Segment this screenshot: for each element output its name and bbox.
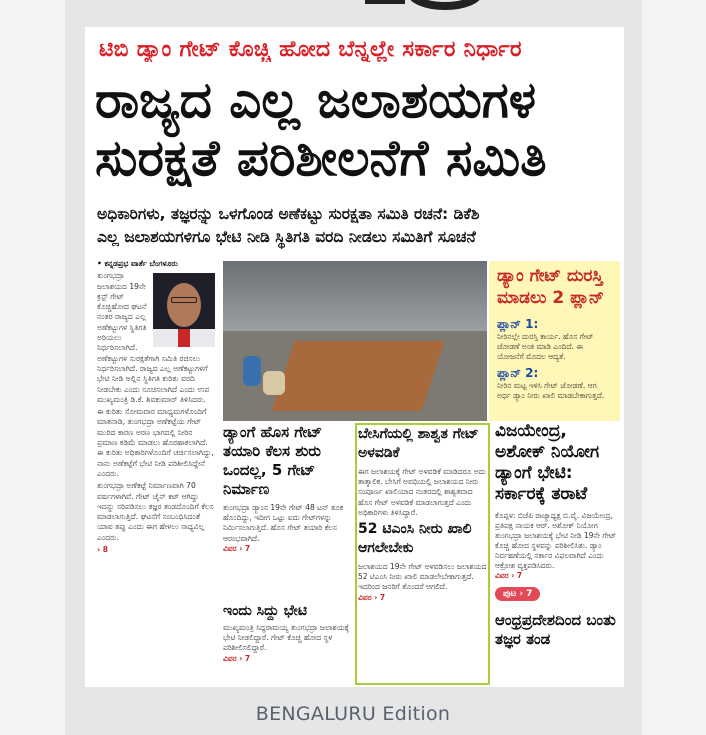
masthead-fragment: [365, 0, 525, 10]
water-drain-ref: ವಿವರ › 7: [358, 592, 386, 602]
headline-line-2: ಸುರಕ್ಷತೆ ಪರಿಶೀಲನೆಗೆ ಸಮಿತಿ: [95, 129, 547, 187]
lead-story-column: [97, 259, 215, 683]
repair-plan-sidebar: [489, 261, 620, 421]
new-gate-text: ತುಂಗಭದ್ರಾ ಡ್ಯಾಂನ 19ನೇ ಗೇಟ್ 48 ಟನ್ ತೂಕ ಹೊಂದಿದ್ದು, ಇದೀಗ ಒಟ್ಟು ಐದು ಗೇಟ್‌ಗಳನ್ನು ನಿರ್ಮಿಸಲಾಗುತ್ತಿದೆ. ಹೊಸ ಗೇಟ್ ತಯಾರಿ ಕೆಲಸ ಆರಂಭವಾಗಿದೆ.: [223, 503, 344, 543]
newspaper-page[interactable]: [85, 27, 624, 687]
plan-2-label: ಪ್ಲಾನ್ 2:: [497, 366, 539, 380]
lead-paragraph-2: ಈ ಕುರಿತು ಸೋಮವಾರ ಮಾಧ್ಯಮಗಳೊಂದಿಗೆ ಮಾತನಾಡಿ, ತುಂಗಭದ್ರಾ ಅಣೆಕಟ್ಟೆಯ ಗೇಟ್ ಮುರಿದ ಕಾರಣ ಅರಣ ಭಾಗದಲ್ಲಿ ನೀರಿನ ಪ್ರಮಾಣ ಕಡಿಮೆ ಮಾಡಲು ಹೊರಹಾಕಲಾಗಿದೆ. ಈ ಕುರಿತು ಅಧಿಕಾರಿಗಳೊಂದಿಗೆ ಚರ್ಚಿಸಲಾಗಿದ್ದು, ನಾನು ಅಣೆಕಟ್ಟೆಗೆ ಭೇಟಿ ನೀಡಿ ಪರಿಶೀಲಿಸಿದ್ದೇನೆ ಎಂದರು.: [97, 407, 214, 478]
cm-visit-text: ಮುಖ್ಯಮಂತ್ರಿ ಸಿದ್ದರಾಮಯ್ಯ ತುಂಗಭದ್ರಾ ಜಲಾಶಯಕ್ಕೆ ಭೇಟಿ ನೀಡಲಿದ್ದಾರೆ. ಗೇಟ್ ಕೊಚ್ಚಿ ಹೋದ ಸ್ಥಳ ಪರಿಶೀಲಿಸಲಿದ್ದಾರೆ.: [223, 623, 349, 653]
cm-visit-story: [223, 602, 355, 684]
opposition-ref: ವಿವರ › 7: [495, 571, 523, 580]
permanent-gate-story: [358, 423, 489, 675]
new-gate-ref: ವಿವರ › 7: [223, 543, 251, 553]
lead-paragraph-1: ತುಂಗಭದ್ರಾ ಜಲಾಶಯದ 19ನೇ ಕ್ರಸ್ಟ್ ಗೇಟ್ ಕೊಚ್ಚಿಹೋದ ಘಟನೆ ನಂತರ ರಾಜ್ಯದ ಎಲ್ಲ ಅಣೆಕಟ್ಟುಗಳ ಸ್ಥಿತಿಗತಿ ಅರಿಯಲು ನಿರ್ಧರಿಸಲಾಗಿದೆ. ಅಣೆಕಟ್ಟುಗಳ ಸುರಕ್ಷತೆಗಾಗಿ ಸಮಿತಿ ರಚಿಸಲು ನಿರ್ಧರಿಸಲಾಗಿದೆ. ರಾಜ್ಯದ ಎಲ್ಲ ಅಣೆಕಟ್ಟುಗಳಿಗೆ ಭೇಟಿ ನೀಡಿ ಅಲ್ಲಿನ ಸ್ಥಿತಿಗತಿ ಕುರಿತು ವರದಿ ನೀಡಬೇಕು ಎಂದು ಸೂಚಿಸಲಾಗಿದೆ ಎಂದು ಉಪ ಮುಖ್ಯಮಂತ್ರಿ ಡಿ.ಕೆ. ಶಿವಕುಮಾರ್ ತಿಳಿಸಿದರು.: [97, 271, 210, 404]
water-drain-text: ಜಲಾಶಯದ 19ನೇ ಗೇಟ್ ಅಳವಡಿಸಲು ಜಲಾಶಯದ 52 ಟಿಎಂಸಿ ನೀರು ಖಾಲಿ ಮಾಡಲೇಬೇಕಾಗುತ್ತದೆ. ಇದರಿಂದ ಜನರಿಗೆ ತೊಂದರೆ ಆಗಲಿದೆ.: [358, 562, 487, 592]
kicker: ಟಿಬಿ ಡ್ಯಾಂ ಗೇಟ್ ಕೊಚ್ಚಿ ಹೋದ ಬೆನ್ನಲ್ಲೇ ಸರ್ಕಾರ ನಿರ್ಧಾರ: [99, 37, 522, 62]
opposition-headline: ವಿಜಯೇಂದ್ರ, ಅಶೋಕ್ ನಿಯೋಗ ಡ್ಯಾಂಗೆ ಭೇಟಿ: ಸರ್ಕಾರಕ್ಕೆ ತರಾಟೆ: [495, 421, 600, 504]
byline: • ಕನ್ನಡಪ್ರಭ ವಾರ್ತೆ ಬೆಂಗಳೂರು: [97, 259, 178, 268]
deck: [97, 203, 617, 249]
cm-visit-headline: ಇಂದು ಸಿದ್ದು ಭೇಟಿ: [223, 603, 308, 619]
sidebar-headline: ಡ್ಯಾಂ ಗೇಟ್ ದುರಸ್ತಿ ಮಾಡಲು 2 ಪ್ಲಾನ್: [497, 266, 604, 308]
portrait-photo: [153, 273, 215, 347]
expert-team-headline: ಆಂಧ್ರಪ್ರದೇಶದಿಂದ ಬಂತು ತಜ್ಞರ ತಂಡ: [495, 611, 616, 648]
headline-line-1: ರಾಜ್ಯದ ಎಲ್ಲ ಜಲಾಶಯಗಳ: [95, 71, 536, 129]
water-drain-headline: 52 ಟಿಎಂಸಿ ನೀರು ಖಾಲಿ ಆಗಲೇಬೇಕು: [358, 521, 472, 557]
deck-line-1: ಅಧಿಕಾರಿಗಳು, ತಜ್ಞರನ್ನು ಒಳಗೊಂಡ ಅಣೆಕಟ್ಟು ಸುರಕ್ಷತಾ ಸಮಿತಿ ರಚನೆ: ಡಿಕೆಶಿ: [97, 205, 480, 223]
headline: [95, 71, 615, 187]
plan-1-text: ನೀರಿನಲ್ಲೇ ದುರಸ್ತಿ ಕಾರ್ಯ. ಹೊಸ ಗೇಟ್ ಜೋಡಣೆ ಅಂತ ಮಾಡಿ ಎಂದಿದೆ. ಈ ಯೋಜನೆಗೆ ಮೊದಲ ಆದ್ಯತೆ.: [497, 332, 594, 361]
new-gate-headline: ಡ್ಯಾಂಗೆ ಹೊಸ ಗೇಟ್ ತಯಾರಿ ಕೆಲಸ ಶುರು ಒಂದಲ್ಲ, 5 ಗೇಟ್ ನಿರ್ಮಾಣ: [223, 423, 322, 498]
edition-caption: BENGALURU Edition: [255, 703, 451, 725]
opposition-text: ಕೊಪ್ಪಳ: ಬಿಜೆಪಿ ರಾಜ್ಯಾಧ್ಯಕ್ಷ ಬಿ.ವೈ. ವಿಜಯೇಂದ್ರ, ಪ್ರತಿಪಕ್ಷ ನಾಯಕ ಆರ್. ಅಶೋಕ್ ನಿಯೋಗ ತುಂಗಭದ್ರಾ ಜಲಾಶಯಕ್ಕೆ ಭೇಟಿ ನೀಡಿ 19ನೇ ಗೇಟ್ ಕೊಚ್ಚಿ ಹೋದ ಸ್ಥಳವನ್ನು ಪರಿಶೀಲಿಸಿತು. ಡ್ಯಾಂ ನಿರ್ವಹಣೆಯಲ್ಲಿ ಸರ್ಕಾರ ವಿಫಲವಾಗಿದೆ ಎಂದು ಆಕ್ರೋಶ ವ್ಯಕ್ತಪಡಿಸಿದರು.: [495, 511, 617, 570]
gate-fabrication-photo: [223, 261, 487, 421]
plan-2-text: ನೀರಿನ ಮಟ್ಟ ಇಳಿಸಿ ಗೇಟ್ ಜೋಡಣೆ. ಆಗ ಅರ್ಧ ಡ್ಯಾಂ ನೀರು ಖಾಲಿ ಮಾಡಬೇಕಾಗುತ್ತದೆ.: [497, 381, 605, 400]
permanent-gate-headline: ಬೇಸಿಗೆಯಲ್ಲಿ ಶಾಶ್ವತ ಗೇಟ್ ಅಳವಡಿಕೆ: [358, 426, 479, 461]
lead-page-ref: › 8: [97, 545, 109, 555]
cm-visit-ref: ವಿವರ › 7: [223, 653, 251, 663]
new-gate-story: [223, 423, 355, 598]
plan-1-label: ಪ್ಲಾನ್ 1:: [497, 317, 539, 331]
lead-paragraph-3: ತುಂಗಭದ್ರಾ ಅಣೆಕಟ್ಟೆ ನಿರ್ಮಾಣವಾಗಿ 70 ವರ್ಷಗಳಾಗಿವೆ. ಗೇಟ್ ಚೈನ್ ಕಟ್ ಆಗಿದ್ದು ಇದನ್ನು ಸರಿಪಡಿಸಲು ತಜ್ಞರ ತಂಡದೊಂದಿಗೆ ಕೆಲಸ ಮಾಡಲಾಗುತ್ತಿದೆ. ಘಟನೆಗೆ ಸಂಬಂಧಿಸಿದಂತೆ ಯಾವ ತಪ್ಪು ಎಂದು ಈಗ ಹೇಳಲು ಸಾಧ್ಯವಿಲ್ಲ ಎಂದರು.: [97, 481, 214, 542]
deck-line-2: ಎಲ್ಲ ಜಲಾಶಯಗಳಿಗೂ ಭೇಟಿ ನೀಡಿ ಸ್ಥಿತಿಗತಿ ವರದಿ ನೀಡಲು ಸಮಿತಿಗೆ ಸೂಚನೆ: [97, 228, 476, 246]
opposition-visit-story: [495, 419, 620, 679]
permanent-gate-text: ಈಗ ಜಲಾಶಯಕ್ಕೆ ಗೇಟ್ ಅಳವಡಿಕೆ ಮಾಡಿದರೂ ಅದು ತಾತ್ಕಾಲಿಕ. ಬೇಸಿಗೆ ಅವಧಿಯಲ್ಲಿ ಜಲಾಶಯದ ನೀರು ಸಂಪೂರ್ಣ ಖಾಲಿಯಾದ ನಂತರದಲ್ಲಿ ಶಾಶ್ವತವಾದ ಹೊಸ ಗೇಟ್ ಅಳವಡಿಕೆ ಮಾಡಲಾಗುತ್ತದೆ ಎಂದು ಅಧಿಕಾರಿಗಳು ತಿಳಿಸಿದ್ದಾರೆ.: [358, 467, 486, 517]
page-ref-pill[interactable]: ಪುಟ › 7: [495, 587, 540, 601]
